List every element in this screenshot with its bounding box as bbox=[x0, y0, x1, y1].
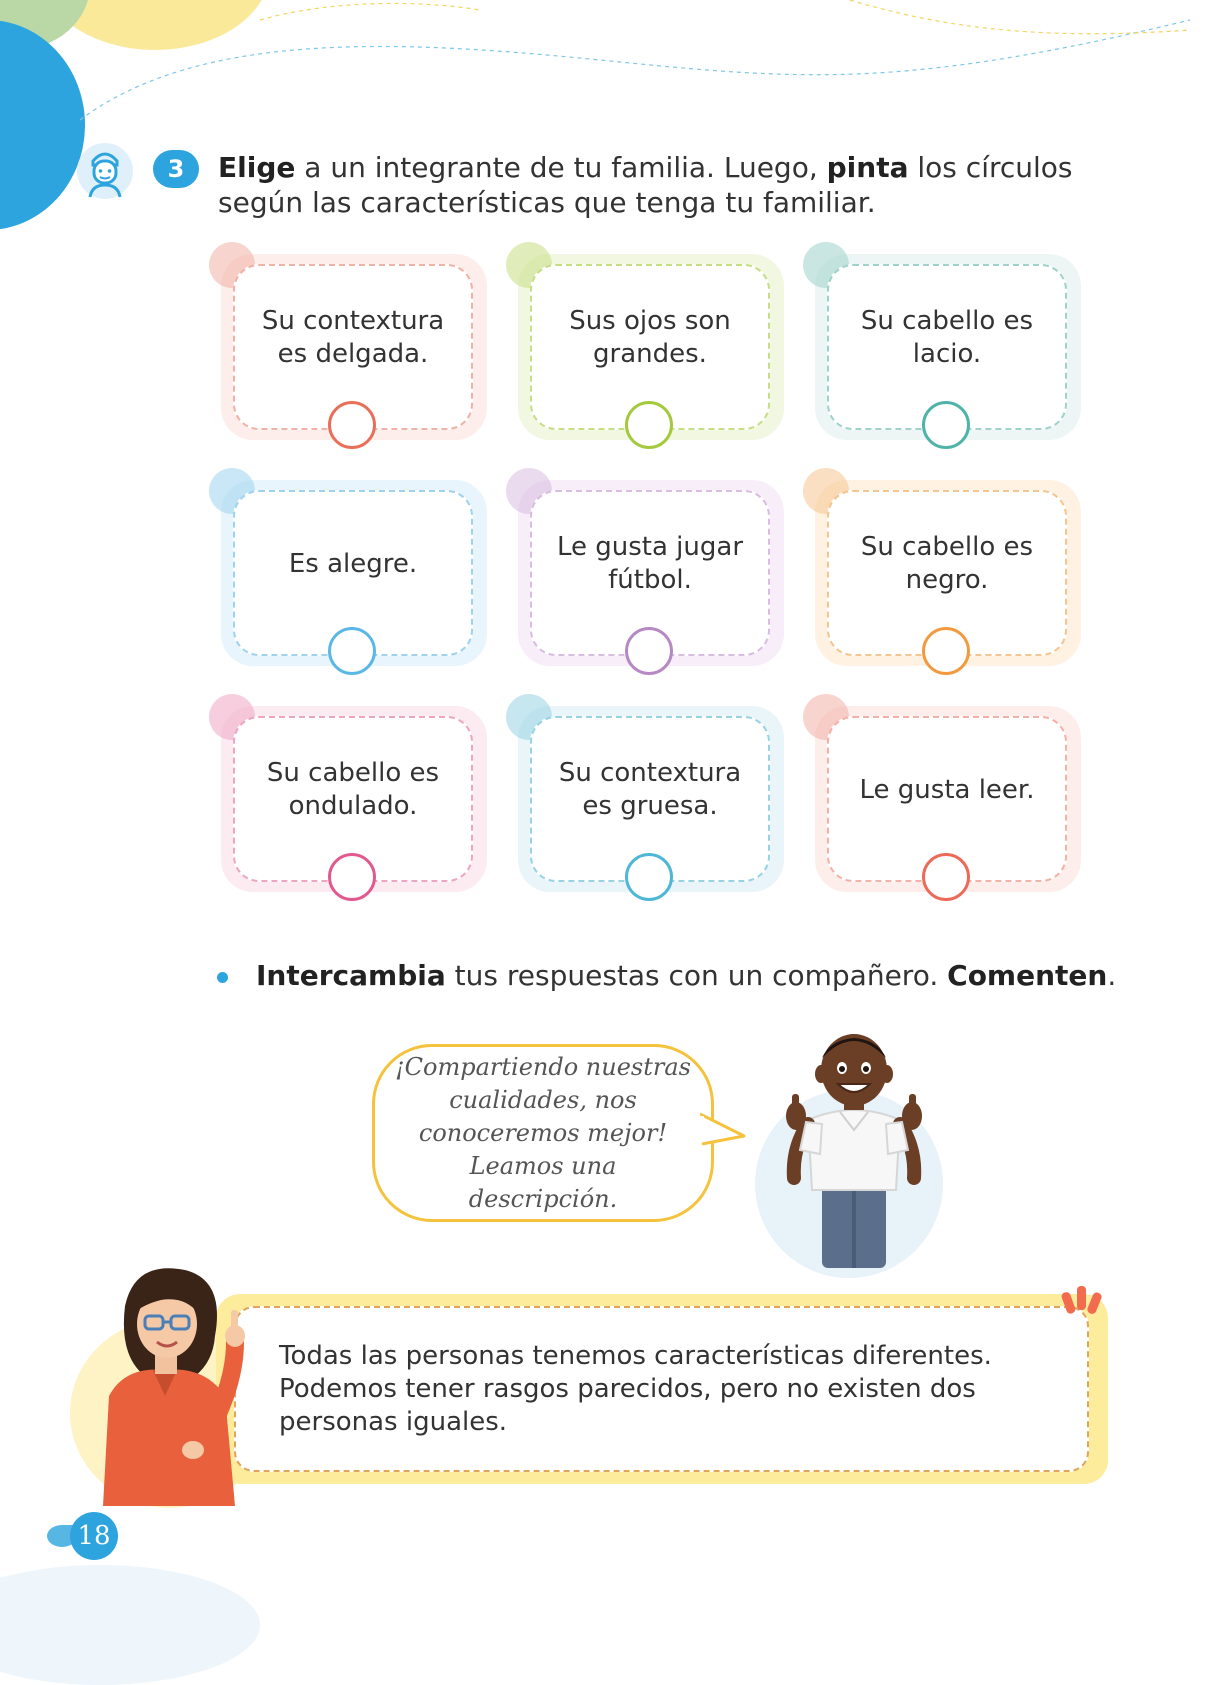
activity-instruction bbox=[218, 150, 1098, 220]
instruction-bold-pinta: pinta bbox=[826, 151, 909, 184]
instruction-bold-elige: Elige bbox=[218, 151, 296, 184]
instruction-text-2: los círculos según las características que tenga tu familiar. bbox=[218, 151, 1073, 219]
card-text: Le gusta jugar fútbol. bbox=[530, 490, 770, 656]
paint-circle[interactable] bbox=[625, 853, 673, 901]
speech-bubble-text: ¡Compartiendo nuestras cualidades, nos conoceremos mejor! Leamos una descripción. bbox=[395, 1052, 691, 1213]
note-text: Todas las personas tenemos características diferentes. Podemos tener rasgos parecidos, pero no existen dos personas iguales. bbox=[234, 1306, 1089, 1472]
card-text: Su cabello es lacio. bbox=[827, 264, 1067, 430]
paint-circle[interactable] bbox=[625, 627, 673, 675]
bullet-dot bbox=[217, 972, 228, 983]
paint-circle[interactable] bbox=[328, 853, 376, 901]
exchange-bold-intercambia: Intercambia bbox=[256, 959, 446, 992]
paint-circle[interactable] bbox=[328, 401, 376, 449]
exchange-bold-comenten: Comenten bbox=[947, 959, 1108, 992]
activity-number-badge: 3 bbox=[153, 150, 199, 188]
characteristic-card bbox=[221, 480, 487, 666]
card-text: Le gusta leer. bbox=[827, 716, 1067, 882]
characteristic-card bbox=[815, 480, 1081, 666]
card-text: Es alegre. bbox=[233, 490, 473, 656]
paint-circle[interactable] bbox=[922, 401, 970, 449]
decorative-bottom-blob bbox=[0, 1565, 260, 1685]
note-box bbox=[216, 1294, 1108, 1484]
characteristic-card bbox=[518, 706, 784, 892]
instruction-text-1: a un integrante de tu familia. Luego, bbox=[295, 151, 827, 184]
page-number: 18 bbox=[70, 1512, 118, 1560]
characteristic-card bbox=[518, 254, 784, 440]
teacher-illustration bbox=[95, 1266, 255, 1506]
speech-bubble bbox=[372, 1044, 714, 1222]
card-text: Sus ojos son grandes. bbox=[530, 264, 770, 430]
characteristic-card bbox=[815, 254, 1081, 440]
speech-bubble-tail bbox=[700, 1110, 750, 1150]
student-icon bbox=[76, 139, 134, 201]
card-text: Su contextura es delgada. bbox=[233, 264, 473, 430]
characteristic-card bbox=[221, 254, 487, 440]
paint-circle[interactable] bbox=[922, 627, 970, 675]
decorative-dashed-curves bbox=[0, 0, 1215, 140]
card-text: Su cabello es negro. bbox=[827, 490, 1067, 656]
card-text: Su cabello es ondulado. bbox=[233, 716, 473, 882]
exchange-text-2: . bbox=[1107, 959, 1117, 992]
paint-circle[interactable] bbox=[625, 401, 673, 449]
paint-circle[interactable] bbox=[328, 627, 376, 675]
note-accent-marks bbox=[1060, 1282, 1106, 1322]
characteristic-card bbox=[815, 706, 1081, 892]
paint-circle[interactable] bbox=[922, 853, 970, 901]
card-text: Su contextura es gruesa. bbox=[530, 716, 770, 882]
characteristic-card bbox=[221, 706, 487, 892]
exchange-text-1: tus respuestas con un compañero. bbox=[445, 959, 948, 992]
characteristic-card bbox=[518, 480, 784, 666]
boy-illustration bbox=[770, 1028, 940, 1273]
